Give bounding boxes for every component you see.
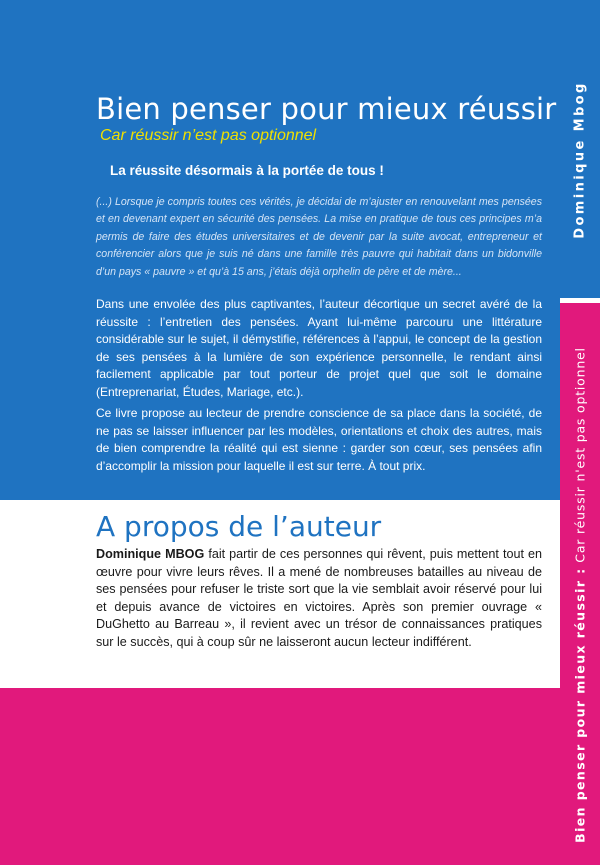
about-author-heading: A propos de l’auteur: [96, 510, 382, 543]
spine-title-main: Bien penser pour mieux réussir :: [572, 567, 588, 843]
about-author-text: [96, 546, 542, 652]
spine-title: [573, 347, 588, 843]
spine-author: Dominique Mbog: [572, 81, 588, 239]
book-title: Bien penser pour mieux réussir: [96, 92, 557, 126]
author-bio: fait partir de ces personnes qui rêvent, puis mettent tout en œuvre pour vivre leurs rêves. Il a mené de nombreuses batailles au niveau de ses pensées pour refuser le triste sort que la vie semblait avoir réservé pour lui et depuis avance de victoires en victoires. Après son premier ouvrage « DuGhetto au Barreau », il revient avec un trésor de connaissances pratiques sur le succès, qui à coup sûr ne laisseront aucun lecteur indifférent.: [96, 547, 542, 649]
pink-panel: [0, 688, 560, 865]
author-name: Dominique MBOG: [96, 547, 205, 561]
book-excerpt: (...) Lorsque je compris toutes ces vérités, je décidai de m’ajuster en renouvelant mes pensées et en devenant expert en sécurité des pensées. La mise en pratique de tous ces principes m’a permis de faire des études universitaires et de devenir par la suite avocat, entrepreneur et conférencier alors que je suis né dans une famille très pauvre qui habitait dans un bidonville d’un pays « pauvre » et qu’à 15 ans, j’étais déjà orphelin de père et de mère...: [96, 196, 542, 278]
summary-paragraph: Ce livre propose au lecteur de prendre conscience de sa place dans la société, de ne pas se laisser influencer par les modèles, orientations et choix des autres, mais de bien comprendre la réalité qui est sienne : garder son cœur, ses pensées afin d’accomplir la mission pour laquelle il est sur terre. À tout prix.: [96, 406, 542, 473]
tagline: La réussite désormais à la portée de tous !: [110, 163, 384, 178]
book-subtitle: Car réussir n’est pas optionnel: [100, 127, 317, 144]
summary-paragraph: Dans une envolée des plus captivantes, l’auteur décortique un secret avéré de la réussite : l’entretien des pensées. Ayant lui-même parcouru une littérature considérable sur le sujet, il démystifie, références à l’appui, le concept de la gestion de ses pensées à la lumière de son expérience personnelle, le rendant ainsi facilement applicable par tout porteur de projet quel que soit le domaine (Entreprenariat, Études, Mariage, etc.).: [96, 297, 542, 399]
spine-title-subtitle: Car réussir n'est pas optionnel: [572, 347, 588, 568]
